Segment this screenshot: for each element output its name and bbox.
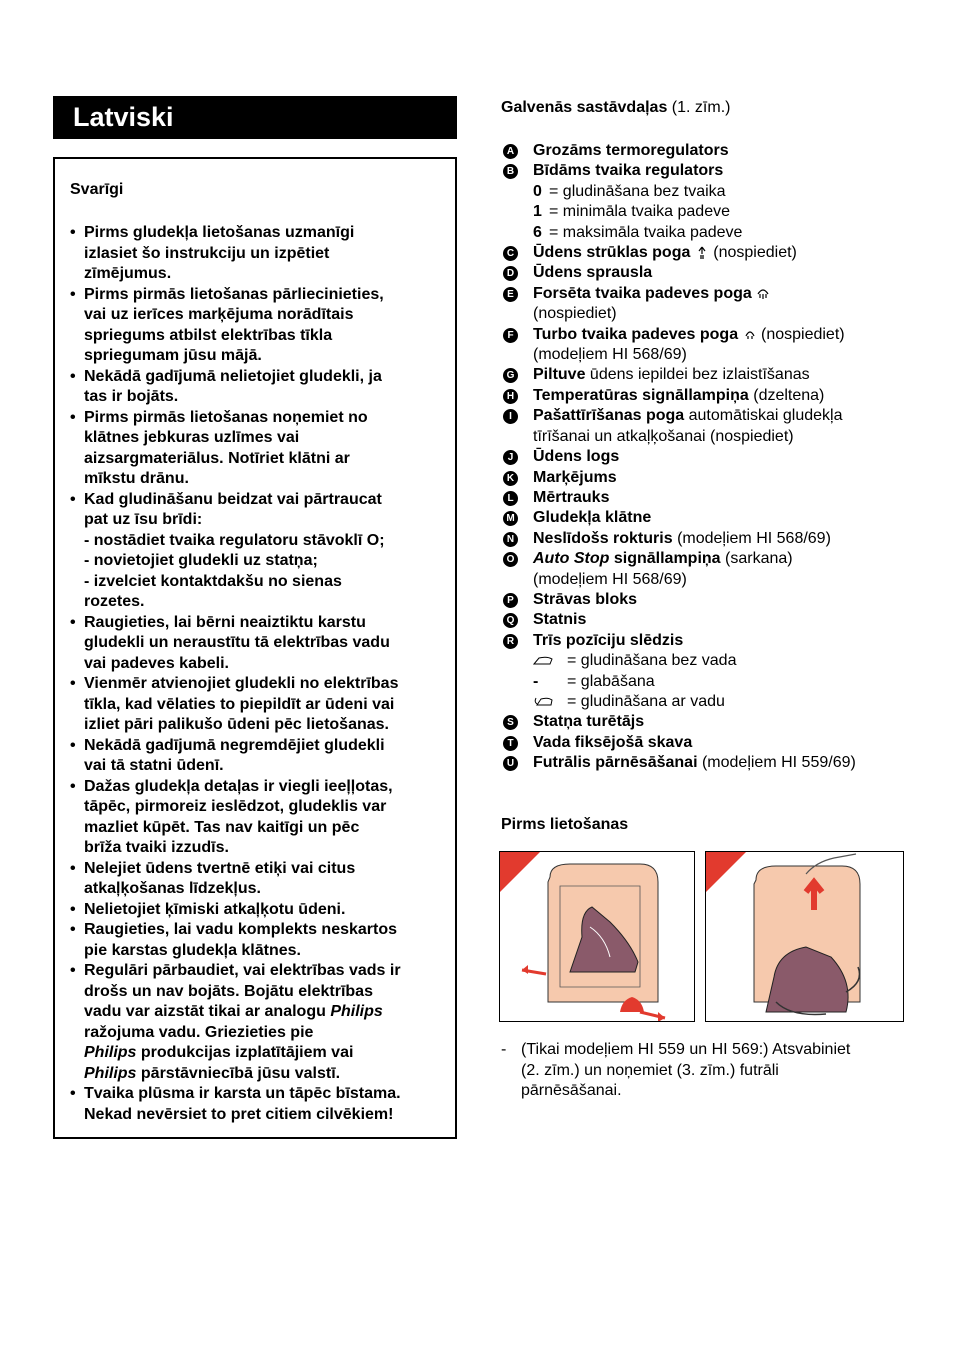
before-use-note: - (Tikai modeļiem HI 559 un HI 569:) Atsvabiniet (2. zīm.) un noņemiet (3. zīm.) futrāli pārnēsāšanai. — [501, 1041, 851, 1099]
part-o: O Auto Stop signāllampiņa (sarkana) (modeļiem HI 568/69) — [501, 549, 921, 590]
part-m: M Gludekļa klātne — [501, 508, 921, 528]
letter-r-icon: R — [503, 634, 518, 649]
important-item: • Vienmēr atvienojiet gludekli no elektrības tīkla, kad vēlaties to piepildīt ar ūdeni vai izliet pāri palikušo ūdeni pēc lietošanas. — [70, 674, 442, 736]
letter-l-icon: L — [503, 491, 518, 506]
letter-p-icon: P — [503, 593, 518, 608]
important-item: • Pirms pirmās lietošanas noņemiet no klātnes jebkuras uzlīmes vai aizsargmateriālus. Notīriet klātni ar mīkstu drānu. — [70, 408, 442, 490]
important-item: • Nelejiet ūdens tvertnē etiķi vai citus atkaļķošanas līdzekļus. — [70, 859, 442, 900]
important-item: • Nekādā gadījumā negremdējiet gludekli vai tā statni ūdenī. — [70, 736, 442, 777]
important-item-cord-replacement: • Regulāri pārbaudiet, vai elektrības vads ir drošs un nav bojāts. Bojātu elektrības vadu var aizstāt tikai ar analogu Philips ražojuma vadu. Griezieties pie Philips produkcijas izplatītājiem vai Philips pārstāvniecībā jūsu valstī. — [70, 961, 442, 1084]
important-item: • Nekādā gadījumā nelietojiet gludekli, ja tas ir bojāts. — [70, 367, 442, 408]
before-use-heading: Pirms lietošanas — [501, 816, 629, 833]
important-item: • Pirms pirmās lietošanas pārliecinieties, vai uz ierīces marķējuma norādītais spriegums atbilst elektrības tīkla spriegumam jūsu mājā. — [70, 285, 442, 367]
letter-c-icon: C — [503, 246, 518, 261]
letter-o-icon: O — [503, 552, 518, 567]
part-i: I Pašattīrīšanas poga automātiskai gludekļa tīrīšanai un atkaļķošanai (nospiediet) — [501, 406, 921, 447]
part-h: H Temperatūras signāllampiņa (dzeltena) — [501, 386, 921, 406]
letter-u-icon: U — [503, 756, 518, 771]
letter-a-icon: A — [503, 144, 518, 159]
part-n: N Neslīdošs rokturis (modeļiem HI 568/69) — [501, 529, 921, 549]
part-j: J Ūdens logs — [501, 447, 921, 467]
figure-2-unlock-case — [499, 851, 695, 1022]
important-item: • Nelietojiet ķīmiski atkaļķotu ūdeni. — [70, 900, 442, 921]
part-q: Q Statnis — [501, 610, 921, 630]
letter-q-icon: Q — [503, 613, 518, 628]
letter-b-icon: B — [503, 164, 518, 179]
letter-e-icon: E — [503, 287, 518, 302]
part-u: U Futrālis pārnēsāšanai (modeļiem HI 559/69) — [501, 753, 921, 773]
part-t: T Vada fiksējošā skava — [501, 733, 921, 753]
figure-3-remove-case — [705, 851, 904, 1022]
important-item: • Raugieties, lai bērni neaiztiktu karstu gludekli un neraustītu tā elektrības vadu vai padeves kabeli. — [70, 613, 442, 675]
turbo-steam-icon — [743, 327, 757, 341]
part-l: L Mērtrauks — [501, 488, 921, 508]
important-item-steam-warning: • Tvaika plūsma ir karsta un tāpēc bīstama. Nekad nevērsiet to pret citiem cilvēkiem! — [70, 1084, 442, 1125]
important-box — [53, 157, 457, 1139]
part-c: C Ūdens strūklas poga (nospiediet) — [501, 243, 921, 263]
important-list — [70, 223, 442, 1125]
part-a: A Grozāms termoregulators — [501, 141, 921, 161]
letter-k-icon: K — [503, 471, 518, 486]
letter-j-icon: J — [503, 450, 518, 465]
part-g: G Piltuve ūdens iepildei bez izlaistīšanas — [501, 365, 921, 385]
letter-n-icon: N — [503, 532, 518, 547]
parts-heading: Galvenās sastāvdaļas (1. zīm.) — [501, 99, 731, 116]
part-p: P Strāvas bloks — [501, 590, 921, 610]
corded-iron-icon — [533, 696, 553, 707]
page-title: Latviski — [73, 102, 174, 132]
part-s: S Statņa turētājs — [501, 712, 921, 732]
cordless-iron-icon — [533, 655, 553, 666]
part-e: E Forsēta tvaika padeves poga (nospiediet) — [501, 284, 921, 325]
case-removal-illustration — [706, 852, 904, 1022]
shot-of-steam-icon — [756, 286, 770, 300]
case-unlock-illustration — [500, 852, 695, 1022]
important-item: • Kad gludināšanu beidzat vai pārtraucat pat uz īsu brīdi: - nostādiet tvaika regulatoru stāvoklī O; - novietojiet gludekli uz statņa; - izvelciet kontaktdakšu no sienas rozetes. — [70, 490, 442, 613]
section-title-bar — [53, 96, 457, 139]
parts-list — [501, 141, 921, 774]
important-heading: Svarīgi — [70, 181, 124, 198]
water-spray-icon — [695, 245, 709, 259]
letter-d-icon: D — [503, 266, 518, 281]
letter-g-icon: G — [503, 368, 518, 383]
important-item: • Pirms gludekļa lietošanas uzmanīgi izlasiet šo instrukciju un izpētiet zīmējumus. — [70, 223, 442, 285]
letter-h-icon: H — [503, 389, 518, 404]
letter-s-icon: S — [503, 715, 518, 730]
letter-f-icon: F — [503, 328, 518, 343]
part-b: B Bīdāms tvaika regulators 0 = gludināšana bez tvaika 1 = minimāla tvaika padeve 6 = maksimāla tvaika padeve — [501, 161, 921, 243]
important-item: • Raugieties, lai vadu komplekts neskartos pie karstas gludekļa klātnes. — [70, 920, 442, 961]
part-f: F Turbo tvaika padeves poga (nospiediet) (modeļiem HI 568/69) — [501, 325, 921, 366]
letter-t-icon: T — [503, 736, 518, 751]
part-k: K Marķējums — [501, 468, 921, 488]
important-item: • Dažas gludekļa detaļas ir viegli ieeļļotas, tāpēc, pirmoreiz ieslēdzot, gludeklis var mazliet kūpēt. Tas nav kaitīgi un pēc brīža tvaiki izzudīs. — [70, 777, 442, 859]
letter-i-icon: I — [503, 409, 518, 424]
letter-m-icon: M — [503, 511, 518, 526]
part-d: D Ūdens sprausla — [501, 263, 921, 283]
part-r: R Trīs pozīciju slēdzis = gludināšana bez vada - = glabāšana = gludināšana ar vadu — [501, 631, 921, 713]
